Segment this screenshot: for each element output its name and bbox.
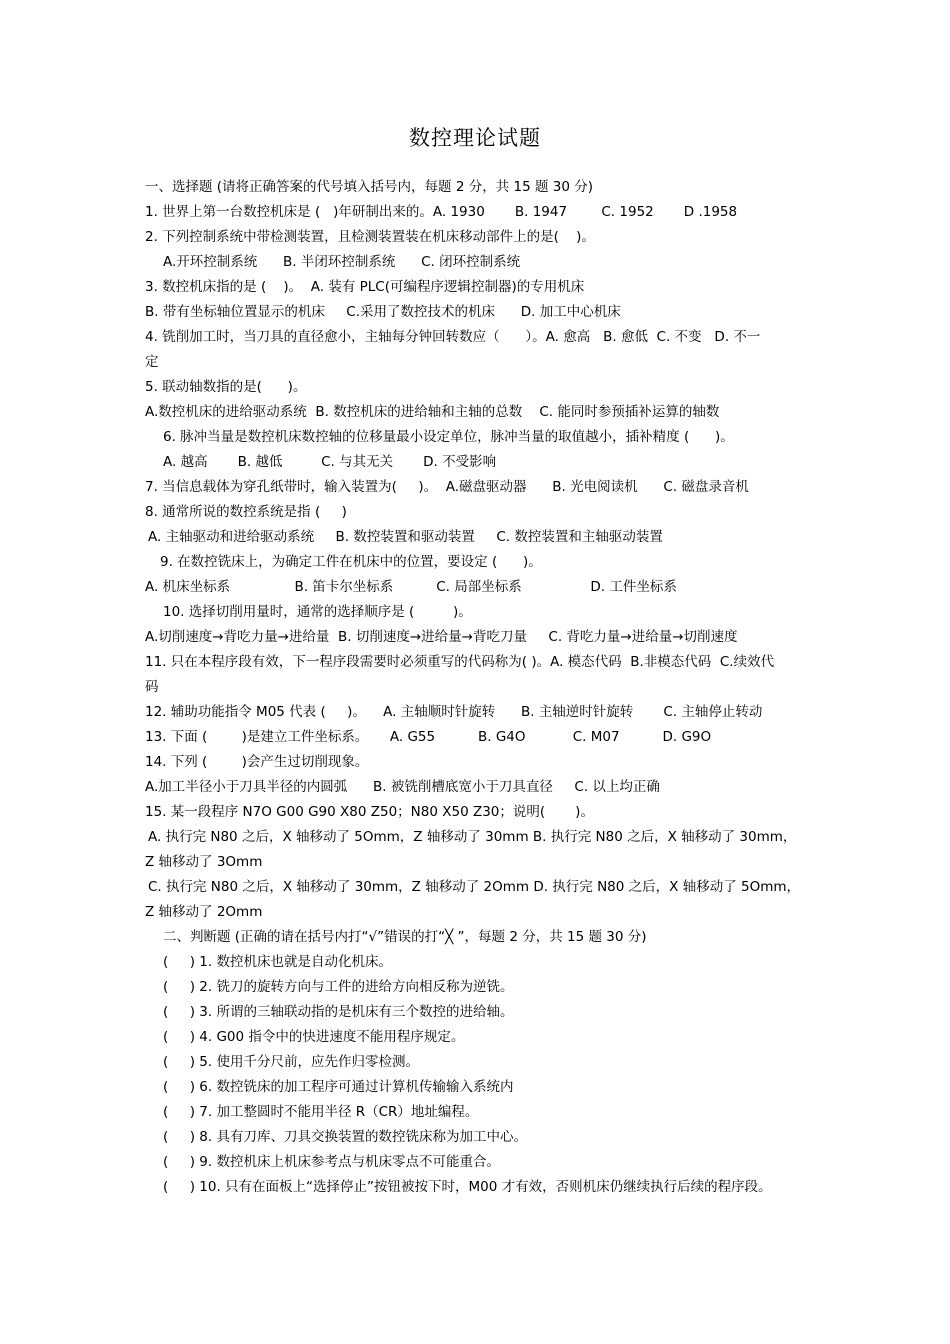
text-line: Z 轴移动了 3Omm: [145, 854, 263, 870]
text-line: 一、选择题 (请将正确答案的代号填入括号内，每题 2 分，共 15 题 30 分): [145, 179, 594, 195]
text-line: A. 主轴驱动和进给驱动系统 B. 数控装置和驱动装置 C. 数控装置和主轴驱动装置: [148, 529, 663, 545]
text-line: Z 轴移动了 2Omm: [145, 904, 263, 920]
text-line: ( ) 7. 加工整圆时不能用半径 R（CR）地址编程。: [163, 1104, 479, 1120]
text-line: A.开环控制系统 B. 半闭环控制系统 C. 闭环控制系统: [163, 254, 521, 270]
text-line: 7. 当信息载体为穿孔纸带时，输入装置为( )。 A.磁盘驱动器 B. 光电阅读机 C. 磁盘录音机: [145, 479, 749, 495]
text-line: ( ) 4. G00 指令中的快进速度不能用程序规定。: [163, 1029, 465, 1045]
text-line: A.加工半径小于刀具半径的内圆弧 B. 被铣削槽底宽小于刀具直径 C. 以上均正确: [145, 779, 660, 795]
text-line: A. 执行完 N80 之后，X 轴移动了 5Omm，Z 轴移动了 30mm B. 执行完 N80 之后，X 轴移动了 30mm，: [148, 829, 797, 845]
text-line: 3. 数控机床指的是 ( )。 A. 装有 PLC(可编程序逻辑控制器)的专用机床: [145, 279, 585, 295]
text-line: 9. 在数控铣床上，为确定工件在机床中的位置，要设定 ( )。: [160, 554, 542, 570]
text-line: 13. 下面 ( )是建立工件坐标系。 A. G55 B. G4O C. M07 D. G9O: [145, 729, 712, 745]
text-line: 1. 世界上第一台数控机床是 ( )年研制出来的。A. 1930 B. 1947 C. 1952 D .1958: [145, 204, 738, 220]
text-line: 4. 铣削加工时，当刀具的直径愈小，主轴每分钟回转数应（ ）。A. 愈高 B. 愈低 C. 不变 D. 不一: [145, 329, 761, 345]
text-line: 码: [145, 679, 159, 695]
text-line: ( ) 8. 具有刀库、刀具交换装置的数控铣床称为加工中心。: [163, 1129, 527, 1145]
text-line: 11. 只在本程序段有效，下一程序段需要时必须重写的代码称为( )。A. 模态代码 B.非模态代码 C.续效代: [145, 654, 775, 670]
text-line: 10. 选择切削用量时，通常的选择顺序是 ( )。: [163, 604, 472, 620]
text-line: ( ) 1. 数控机床也就是自动化机床。: [163, 954, 392, 970]
text-line: ( ) 9. 数控机床上机床参考点与机床零点不可能重合。: [163, 1154, 500, 1170]
page-title: 数控理论试题: [409, 126, 541, 150]
text-line: ( ) 5. 使用千分尺前，应先作归零检测。: [163, 1054, 419, 1070]
text-line: ( ) 3. 所谓的三轴联动指的是机床有三个数控的进给轴。: [163, 1004, 514, 1020]
text-line: 14. 下列 ( )会产生过切削现象。: [145, 754, 369, 770]
text-line: A. 机床坐标系 B. 笛卡尔坐标系 C. 局部坐标系 D. 工件坐标系: [145, 579, 677, 595]
text-line: A.数控机床的进给驱动系统 B. 数控机床的进给轴和主轴的总数 C. 能同时参预插补运算的轴数: [145, 404, 720, 420]
text-line: 2. 下列控制系统中带检测装置，且检测装置装在机床移动部件上的是( )。: [145, 229, 595, 245]
text-line: 5. 联动轴数指的是( )。: [145, 379, 307, 395]
text-line: ( ) 6. 数控铣床的加工程序可通过计算机传输输入系统内: [163, 1079, 514, 1095]
text-line: B. 带有坐标轴位置显示的机床 C.采用了数控技术的机床 D. 加工中心机床: [145, 304, 621, 320]
text-line: ( ) 2. 铣刀的旋转方向与工件的进给方向相反称为逆铣。: [163, 979, 514, 995]
text-line: 二、判断题 (正确的请在括号内打“√”错误的打“╳ ”，每题 2 分，共 15 题 30 分): [163, 929, 647, 945]
text-line: C. 执行完 N80 之后，X 轴移动了 30mm，Z 轴移动了 2Omm D. 执行完 N80 之后，X 轴移动了 5Omm，: [148, 879, 801, 895]
text-line: 15. 某一段程序 N7O G00 G90 X80 Z50；N80 X50 Z30；说明( )。: [145, 804, 594, 820]
text-line: ( ) 10. 只有在面板上“选择停止”按钮被按下时，M00 才有效，否则机床仍继续执行后续的程序段。: [163, 1179, 772, 1195]
text-line: 8. 通常所说的数控系统是指 ( ): [145, 504, 347, 520]
text-line: A.切削速度→背吃力量→进给量 B. 切削速度→进给量→背吃刀量 C. 背吃力量→进给量→切削速度: [145, 629, 738, 645]
text-line: 12. 辅助功能指令 M05 代表 ( )。 A. 主轴顺时针旋转 B. 主轴逆时针旋转 C. 主轴停止转动: [145, 704, 763, 720]
text-line: A. 越高 B. 越低 C. 与其无关 D. 不受影响: [163, 454, 497, 470]
text-line: 6. 脉冲当量是数控机床数控轴的位移量最小设定单位，脉冲当量的取值越小，插补精度 ( )。: [163, 429, 734, 445]
text-line: 定: [145, 354, 159, 370]
